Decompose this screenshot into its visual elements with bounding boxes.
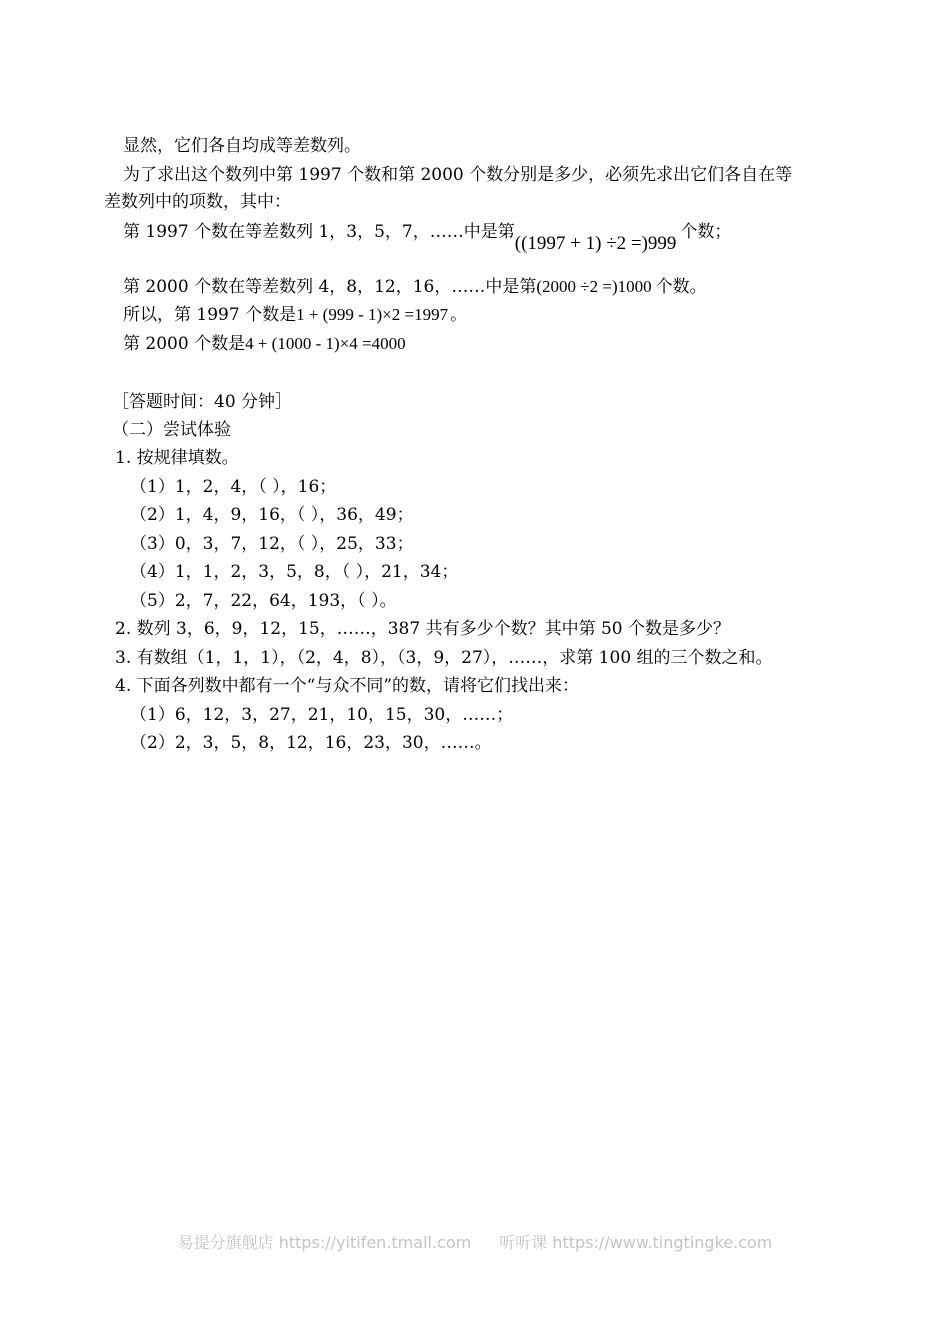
- paragraph-line-5: [123, 276, 707, 298]
- formula-term-value-2000: 4 + (1000 - 1)×4 =4000: [245, 334, 406, 353]
- formula-term-index-2000: (2000 ÷2 =)1000: [536, 277, 652, 296]
- footer-shop-link[interactable]: 易提分旗舰店 https://yitifen.tmall.com: [177, 1233, 472, 1252]
- line5-text-before: 第 2000 个数在等差数列 4，8，12，16，……中是第: [123, 277, 537, 297]
- line4-text-after: 个数；: [680, 222, 732, 242]
- paragraph-line-3: 差数列中的项数，其中：: [104, 192, 291, 212]
- line6-text-before: 所以，第 1997 个数是: [123, 305, 297, 325]
- question-4: 4. 下面各列数中都有一个“与众不同”的数，请将它们找出来：: [115, 676, 580, 696]
- question-3: 3. 有数组（1，1，1），（2，4，8），（3，9，27），……，求第 100 组的三个数之和。: [115, 648, 773, 668]
- formula-term-index-1997: ((1997 + 1) ÷2 =)999: [514, 233, 677, 254]
- line4-text-before: 第 1997 个数在等差数列 1，3，5，7，……中是第: [123, 222, 515, 242]
- question-1-item-3: （3）0，3，7，12，（ ），25，33；: [130, 534, 414, 554]
- question-1-item-5: （5）2，7，22，64，193，（ ）。: [130, 591, 397, 611]
- question-2: 2. 数列 3，6，9，12，15，……，387 共有多少个数？其中第 50 个数是多少？: [115, 619, 731, 639]
- page-footer: [0, 1230, 950, 1253]
- question-1-item-1: （1）1，2，4，（ ），16；: [130, 477, 337, 497]
- question-1-item-4: （4）1，1，2，3，5，8，（ ），21，34；: [130, 562, 459, 582]
- paragraph-line-4: [123, 221, 732, 254]
- question-1-item-2: （2）1，4，9，16，（ ），36，49；: [130, 505, 414, 525]
- question-4-item-2: （2）2，3，5，8，12，16，23，30，……。: [130, 733, 492, 753]
- line6-text-after: 。: [450, 305, 468, 325]
- question-4-item-1: （1）6，12，3，27，21，10，15，30，……；: [130, 705, 514, 725]
- formula-term-value-1997: 1 + (999 - 1)×2 =1997: [296, 305, 449, 324]
- paragraph-line-2: 为了求出这个数列中第 1997 个数和第 2000 个数分别是多少，必须先求出它们各自在等: [123, 165, 793, 185]
- paragraph-line-7: [123, 333, 406, 355]
- question-1: 1. 按规律填数。: [115, 448, 239, 468]
- answer-time-note: ［答题时间：40 分钟］: [112, 392, 293, 412]
- footer-course-link[interactable]: 听听课 https://www.tingtingke.com: [499, 1233, 773, 1252]
- line7-text-before: 第 2000 个数是: [123, 334, 246, 354]
- section-title: （二）尝试体验: [112, 420, 231, 440]
- paragraph-line-6: [123, 304, 467, 326]
- line5-text-after: 个数。: [655, 277, 707, 297]
- paragraph-line-1: 显然，它们各自均成等差数列。: [123, 136, 361, 156]
